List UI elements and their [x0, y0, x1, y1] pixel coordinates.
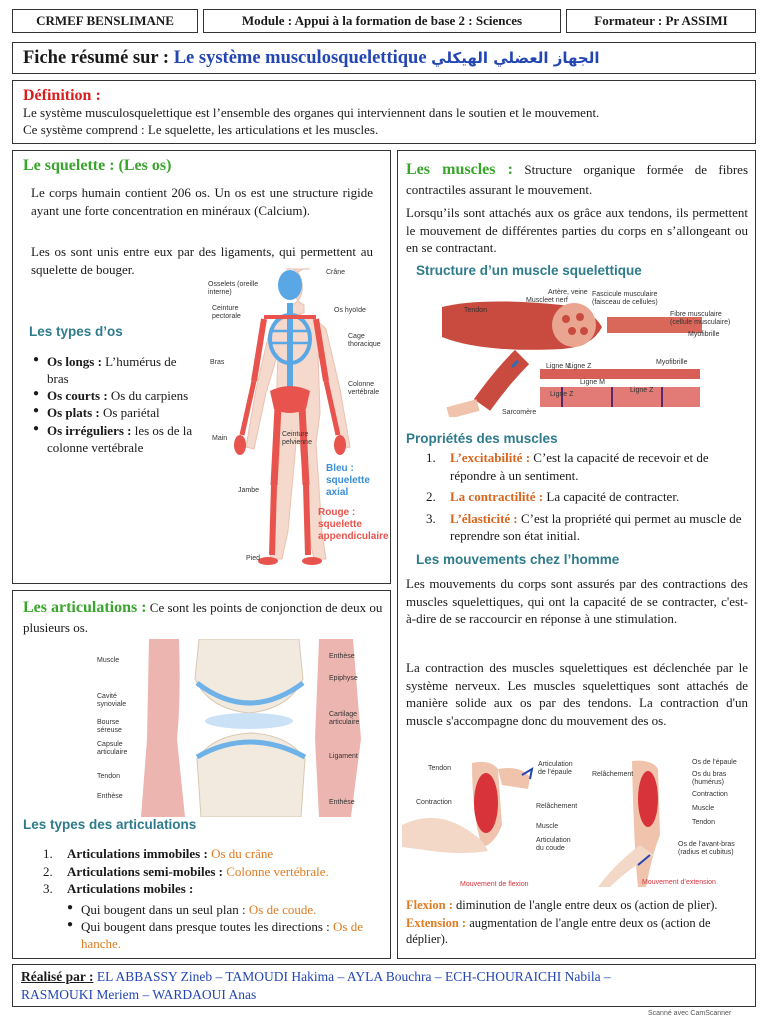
extension-label: Contraction [692, 791, 728, 798]
mobile-joint-item [63, 918, 389, 952]
flexion-label: Muscle [536, 823, 559, 830]
joint-type-item [43, 863, 389, 881]
definition-line1: Le système musculosquelettique est l’ensemble des organes qui interviennent dans le soutien et le mouvement. [23, 105, 600, 120]
property-desc: C’est la capacité de recevoir et de répondre à un sentiment. [450, 450, 709, 483]
bone-types-heading: Les types d’os [29, 324, 123, 339]
authors-names: EL ABBASSY Zineb – TAMOUDI Hakima – AYLA Bouchra – ECH-CHOURAICHI Nabila – [93, 969, 611, 984]
skeleton-label: Colonne vertébrale [348, 381, 380, 396]
authors-footer [12, 964, 756, 1007]
joints-intro-text: Ce sont les points de conjonction de deux ou plusieurs os. [23, 600, 383, 635]
joint-label: Epiphyse [329, 675, 358, 682]
legend-axial: Bleu : squelette axial [326, 463, 370, 498]
mobile-joint-text: Qui bougent dans presque toutes les directions : [81, 919, 334, 935]
muscle-structure-label: Artère, veine et nerf [548, 289, 588, 304]
joint-label: Ligament [329, 753, 358, 760]
header-trainer-text: Formateur : Pr ASSIMI [594, 13, 728, 28]
muscles-p2: Lorsqu’ils sont attachés aux os grâce aux tendons, ils permettent le mouvement de différentes parties du corps en s’allongeant ou en se contractant. [406, 205, 748, 256]
bone-types-list [29, 353, 193, 456]
muscle-structure-label: Sarcomère [502, 409, 537, 416]
joint-type-item [43, 845, 389, 863]
joint-type-num: 3. [43, 881, 53, 897]
muscle-structure-label: Fibre musculaire (cellule musculaire) [670, 311, 731, 326]
skeleton-label: Main [212, 435, 228, 442]
muscle-structure-heading: Structure d’un muscle squelettique [416, 263, 642, 278]
flexion-label: Relâchement [536, 803, 578, 810]
flexion-definition [406, 897, 751, 913]
movements-p2: La contraction des muscles squelettiques est déclenchée par le système nerveux. Les muscles squelettiques sont attachés de manière solide aux os par des tendons. La contraction d'un muscle s'accompagne donc du mouvement des os. [406, 660, 748, 728]
muscle-structure-label: Ligne Z [568, 363, 592, 370]
muscle-structure-label: Ligne Z [630, 387, 654, 394]
mobile-joint-example: Os de hanche. [81, 919, 363, 952]
muscle-structure-label: Myofibrille [688, 331, 720, 338]
property-num: 1. [426, 450, 436, 465]
skeleton-label: Cage thoracique [348, 333, 381, 348]
muscle-structure-label: Tendon [464, 307, 487, 314]
muscles-intro-text: Structure organique formée de fibres contractiles assurant le mouvement. [406, 162, 749, 197]
extension-definition [406, 915, 751, 948]
joint-type-example: Colonne vertébrale. [222, 863, 329, 879]
muscle-property-item [426, 488, 748, 506]
flexion-desc: diminution de l'angle entre deux os (action de plier). [452, 898, 718, 912]
extension-caption: Mouvement d’extension [642, 879, 716, 886]
extension-label: Os de l’épaule [692, 759, 737, 766]
skeleton-figure [198, 263, 388, 579]
movements-p1: Les mouvements du corps sont assurés par des contractions des muscles squelettiques, qui ont la capacité de se contracter, c'est-à-dire de se raccourcir en réponse à une stimulation. [406, 576, 748, 627]
property-num: 2. [426, 489, 436, 505]
authors-label: Réalisé par : [21, 969, 94, 984]
skeleton-heading: Le squelette : (Les os) [23, 157, 172, 174]
bone-type-item [29, 387, 193, 404]
flexion-label: Tendon [428, 765, 451, 772]
joint-label: Muscle [97, 657, 120, 664]
muscles-section [397, 150, 756, 959]
muscle-structure-label: Fascicule musculaire (faisceau de cellules) [592, 291, 658, 306]
authors-line2: RASMOUKI Meriem – WARDAOUI Anas [21, 986, 257, 1002]
extension-label: Tendon [692, 819, 715, 826]
extension-desc: augmentation de l'angle entre deux os (action de déplier). [406, 916, 711, 947]
skeleton-label: Os hyoïde [334, 307, 366, 314]
muscle-property-item [426, 510, 748, 545]
joint-type-num: 1. [43, 846, 53, 861]
muscle-structure-label: Muscle [526, 297, 549, 304]
mobile-joint-text: Qui bougent dans un seul plan : [81, 902, 249, 917]
extension-term: Extension : [406, 916, 467, 930]
extension-label: Relâchement [592, 771, 634, 778]
muscle-properties-heading: Propriétés des muscles [406, 431, 558, 446]
joints-section [12, 590, 391, 959]
flexion-term: Flexion : [406, 898, 453, 912]
flexion-label: Articulation du coude [536, 837, 571, 852]
joint-types-list [43, 845, 389, 898]
skeleton-p1: Le corps humain contient 206 os. Un os est une structure rigide ayant une forte concentration en minéraux (Calcium). [31, 185, 373, 218]
property-name: L’excitabilité : [450, 450, 531, 465]
title-arabic: الجهاز العضلي الهيكلي [431, 49, 600, 67]
joint-type-name: Articulations immobiles : [67, 846, 208, 861]
flexion-caption: Mouvement de flexion [460, 881, 529, 888]
property-num: 3. [426, 510, 436, 526]
skeleton-label: Pied [246, 555, 261, 562]
mobile-joint-item [63, 901, 389, 918]
header-school-text: CRMEF BENSLIMANE [36, 13, 174, 28]
bone-type-desc: Os du carpiens [107, 388, 189, 404]
bone-type-item [29, 353, 193, 387]
title-main: Le système musculosquelettique [173, 47, 427, 68]
muscle-structure-drawing [442, 287, 750, 417]
joint-types-heading: Les types des articulations [23, 817, 197, 832]
definition-section [12, 80, 756, 144]
joint-figure [119, 639, 389, 817]
property-desc: C’est la propriété qui permet au muscle de reprendre son état initial. [450, 510, 742, 544]
legend-appendicular: Rouge : squelette appendiculaire [318, 507, 389, 542]
joint-label: Cartilage articulaire [329, 711, 360, 726]
movements-heading: Les mouvements chez l’homme [416, 552, 620, 567]
joints-intro [23, 597, 383, 636]
skeleton-p2: Les os sont unis entre eux par des ligaments, qui permettent au squelette de bouger. [31, 244, 373, 277]
joint-label: Enthèse [329, 653, 355, 660]
header-trainer [566, 9, 756, 33]
joints-heading: Les articulations : [23, 599, 147, 616]
property-desc: La capacité de contracter. [543, 489, 680, 505]
joint-label: Capsule articulaire [97, 741, 128, 756]
joint-drawing [119, 639, 389, 817]
joint-label: Enthèse [97, 793, 123, 800]
flexion-label: Articulation de l’épaule [538, 761, 573, 776]
joint-type-item [43, 880, 389, 898]
header-module [203, 9, 561, 33]
bone-type-desc: L’humérus de bras [47, 354, 177, 387]
skeleton-label: Ceinture pectorale [212, 305, 241, 320]
bone-type-name: Os irréguliers : [47, 422, 132, 438]
muscle-structure-label: Ligne M [580, 379, 605, 386]
skeleton-label: Jambe [238, 487, 260, 494]
muscles-intro [406, 159, 748, 198]
extension-label: Os du bras (humérus) [692, 771, 727, 786]
skeleton-label: Crâne [326, 269, 346, 276]
property-name: La contractilité : [450, 489, 544, 505]
joint-label: Bourse séreuse [97, 719, 122, 734]
joint-type-example: Os du crâne [207, 846, 274, 861]
skeleton-label: Bras [210, 359, 225, 366]
skeleton-label: Ceinture pelvienne [282, 431, 312, 446]
skeleton-section [12, 150, 391, 584]
extension-label: Muscle [692, 805, 715, 812]
definition-line2: Ce système comprend : Le squelette, les articulations et les muscles. [23, 121, 379, 137]
header-module-text: Module : Appui à la formation de base 2 : Sciences [241, 13, 523, 28]
extension-label: Os de l’avant-bras (radius et cubitus) [678, 841, 735, 856]
muscles-heading: Les muscles : [406, 161, 513, 178]
joint-label: Cavité synoviale [97, 693, 127, 708]
mobile-joint-example: Os de coude. [248, 902, 317, 917]
muscle-property-item [426, 449, 748, 484]
scanner-watermark: Scanné avec CamScanner [648, 1010, 732, 1017]
joint-type-name: Articulations mobiles : [67, 881, 194, 897]
bone-type-desc: les os de la colonne vertébrale [47, 422, 193, 455]
bone-type-desc: Os pariétal [99, 405, 160, 421]
page-title [12, 42, 756, 74]
header-school [12, 9, 198, 33]
title-prefix: Fiche résumé sur : [23, 47, 170, 68]
skeleton-label: Osselets (oreille interne) [208, 281, 259, 296]
muscle-structure-label: Ligne M [546, 363, 571, 370]
bone-type-item [29, 404, 193, 421]
joint-label: Enthèse [329, 799, 355, 806]
bone-type-name: Os courts : [47, 388, 108, 404]
flexion-label: Contraction [416, 799, 452, 806]
muscle-properties-list [426, 449, 748, 545]
bone-type-name: Os plats : [47, 405, 100, 421]
authors-line1 [21, 968, 747, 986]
property-name: L’élasticité : [450, 510, 518, 526]
mobile-joints-list [63, 901, 389, 952]
definition-heading: Définition : [23, 87, 101, 104]
joint-type-num: 2. [43, 863, 53, 879]
muscle-structure-label: Ligne Z [550, 391, 574, 398]
muscle-structure-figure [442, 287, 750, 417]
bone-type-item [29, 422, 193, 456]
joint-label: Tendon [97, 773, 120, 780]
muscle-structure-label: Myofibrille [656, 359, 688, 366]
joint-type-name: Articulations semi-mobiles : [67, 863, 223, 879]
bone-type-name: Os longs : [47, 354, 102, 369]
